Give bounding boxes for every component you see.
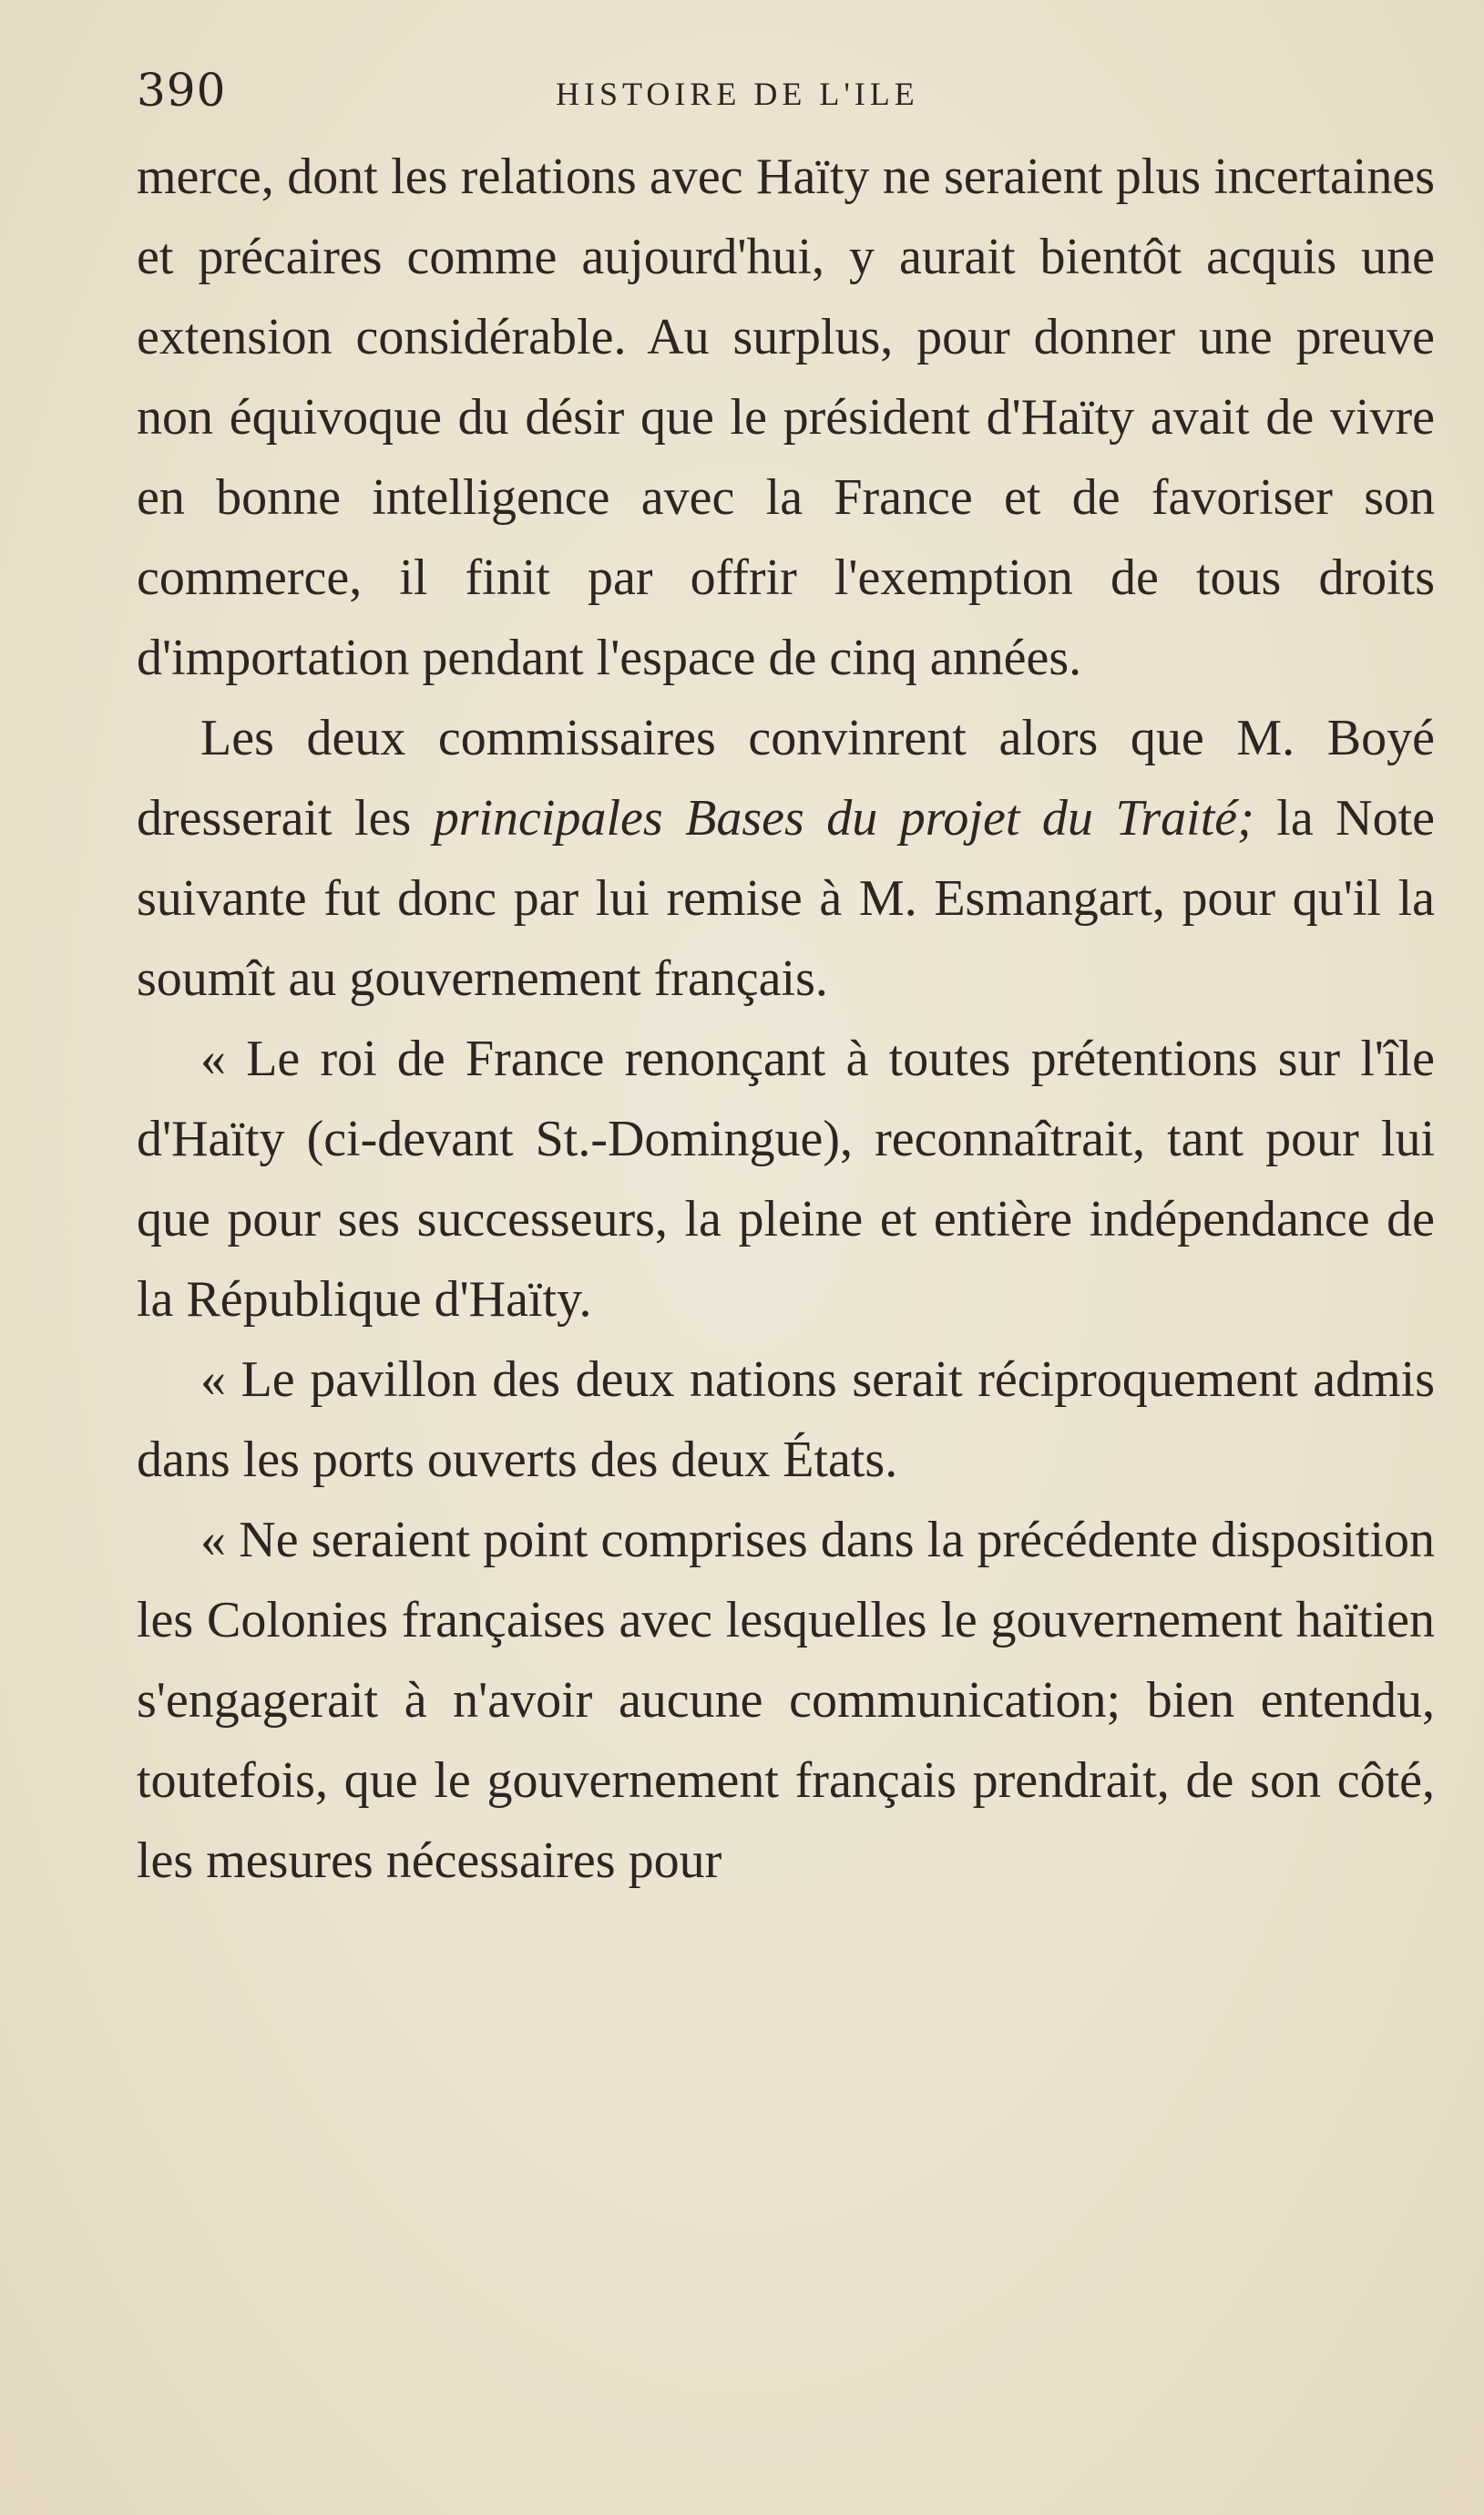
italic-phrase: principales Bases du projet du Traité; (433, 790, 1254, 847)
page-header (137, 55, 1439, 128)
running-head: HISTOIRE DE L'ILE (556, 76, 919, 112)
body-text (137, 137, 1435, 1901)
quote-paragraph-colonies: « Ne seraient point comprises dans la précédente disposition les Colonies françaises avec lesquelles le gouvernement haïtien s'engagerait à n'avoir aucune communication; bien entendu, toutefois, que le gouvernement français prendrait, de son côté, les mesures nécessaires pour (137, 1512, 1435, 1889)
paragraph-continuation: merce, dont les relations avec Haïty ne seraient plus incertaines et précaires comme aujourd'hui, y aurait bientôt acquis une extension considérable. Au surplus, pour donner une preuve non équivoque du désir que le président d'Haïty avait de vivre en bonne intelligence avec la France et de favoriser son commerce, il finit par offrir l'exemption de tous droits d'importation pendant l'espace de cinq années. (137, 149, 1435, 686)
page-number: 390 (137, 64, 227, 117)
quote-paragraph-independence: « Le roi de France renonçant à toutes prétentions sur l'île d'Haïty (ci-devant St.-Domingue), reconnaîtrait, tant pour lui que pour ses successeurs, la pleine et entière indépendance de la République d'Haïty. (137, 1031, 1435, 1328)
quote-paragraph-pavillon: « Le pavillon des deux nations serait réciproquement admis dans les ports ouverts des deux États. (137, 1351, 1435, 1488)
paragraph-text-after-italic: la Note suivante fut donc par lui remise à M. Esmangart, pour qu'il la soumît au gouvernement français. (137, 790, 1435, 1007)
paragraph-commissaires (137, 698, 1435, 1019)
paragraph-text-before-italic: Les deux commissaires convinrent alors que M. Boyé dresserait les (137, 710, 1435, 847)
